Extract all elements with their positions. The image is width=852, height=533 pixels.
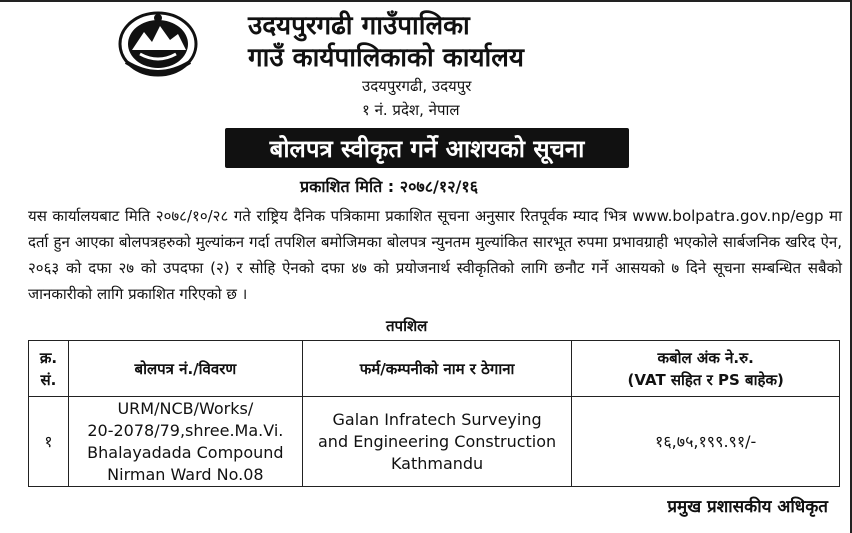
office-line-2: गाउँ कार्यपालिकाको कार्यालय (248, 43, 524, 73)
header-serial (29, 341, 69, 397)
cell-serial: १ (29, 397, 69, 487)
address-line-1: उदयपुरगढी, उदयपुर (362, 77, 472, 95)
firm-line-3: Kathmandu (390, 453, 484, 473)
tender-line-2: 20-2078/79,shree.Ma.Vi. (87, 420, 284, 440)
notice-title: बोलपत्र स्वीकृत गर्ने आशयको सूचना (225, 128, 629, 168)
header-amount (572, 341, 840, 397)
header-amount-line-1: कबोल अंक ने.रु. (657, 348, 754, 367)
header-amount-line-2: (VAT सहित र PS बाहेक) (627, 370, 784, 389)
office-line-1: उदयपुरगढी गाउँपालिका (248, 11, 470, 41)
header-serial-line-1: क्र. (39, 348, 58, 367)
cell-firm (302, 397, 572, 487)
table-row (29, 397, 840, 487)
header-tender: बोलपत्र नं./विवरण (68, 341, 302, 397)
office-address (362, 74, 471, 122)
tender-line-3: Bhalayadada Compound (87, 442, 284, 462)
tender-line-1: URM/NCB/Works/ (117, 398, 254, 418)
tender-line-4: Nirman Ward No.08 (107, 464, 264, 484)
header (0, 2, 850, 122)
details-heading: तपशिल (386, 317, 428, 335)
nepal-emblem-icon (118, 10, 198, 78)
cell-amount: १६,७५,१९९.९१/- (572, 397, 840, 487)
address-line-2: १ नं. प्रदेश, नेपाल (362, 101, 460, 119)
header-serial-line-2: सं. (40, 370, 57, 389)
published-date: प्रकाशित मिति : २०७८/१२/१६ (300, 177, 479, 196)
firm-line-2: and Engineering Construction (318, 431, 557, 451)
notice-body: यस कार्यालयबाट मिति २०७८/१०/२८ गते राष्ट्रिय दैनिक पत्रिकामा प्रकाशित सूचना अनुसार रितपूर्वक म्याद भित्र www.bolpatra.gov.np/egp मा दर्ता हुन आएका बोलपत्रहरुको मुल्यांकन गर्दा तपशिल बमोजिमका बोलपत्र न्युनतम मुल्यांकित सारभूत रुपमा प्रभावग्राही भएकोले सार्बजनिक खरिद ऐन, २०६३ को दफा २७ को उपदफा (२) र सोहि ऐनको दफा ४७ को प्रयोजनार्थ स्वीकृतिको लागि छनौट गर्ने आसयको ७ दिने सूचना सम्बन्धित सबैको जानकारीको लागि प्रकाशित गरिएको छ । (28, 207, 842, 303)
firm-line-1: Galan Infratech Surveying (332, 409, 542, 429)
tender-table (28, 340, 840, 487)
office-name (248, 10, 708, 74)
cell-tender (68, 397, 302, 487)
header-firm: फर्म/कम्पनीको नाम र ठेगाना (302, 341, 572, 397)
table-header-row (29, 341, 840, 397)
signature-title: प्रमुख प्रशासकीय अधिकृत (667, 497, 828, 517)
